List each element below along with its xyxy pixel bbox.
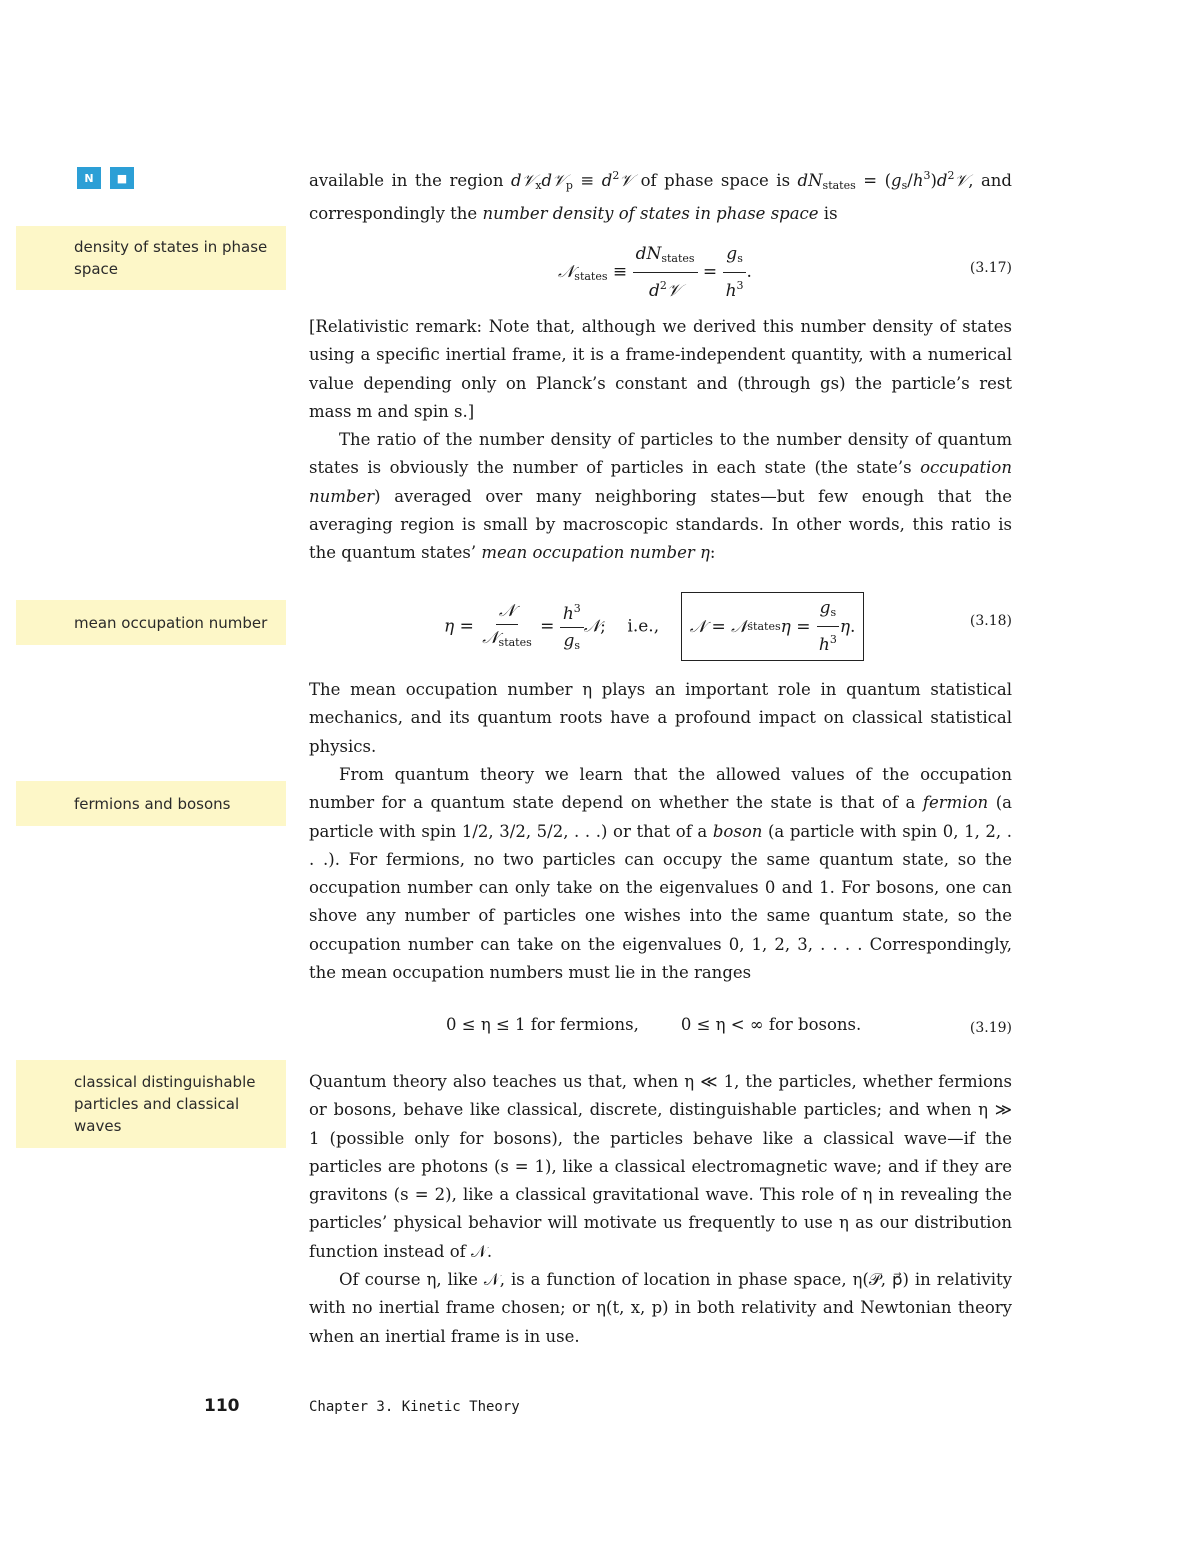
equation-number-3-19: (3.19) [969,1020,1012,1036]
paragraph-fermions-bosons: From quantum theory we learn that the allowed values of the occupation number for a quantum state depend on whether the state is that of a fermion (a particle with spin 1/2, 3/2, 5/2, . . .) or that of a boson (a particle with spin 0, 1, 2, . . .). For fermions, no two particles can occupy the same quantum state, so the occupation number can only take on the eigenvalues 0 and 1. For bosons, one can shove any number of particles one wishes into the same quantum state, so the occupation number can take on the eigenvalues 0, 1, 2, 3, . . . . Correspondingly, the mean occupation numbers must lie in the ranges [309,765,1012,983]
page-number: 110 [204,1396,240,1416]
paragraph-states-region: available in the region d𝒱$_x$d𝒱$_p$ ≡ $d^2𝒱$ of phase space is $dN_{states}$ = $(g_s/h^3)d^2𝒱$, and correspondingly the number density of states in phase space is [309,169,1012,224]
margin-note-fermions-bosons: fermions and bosons [16,781,286,826]
paragraph-relativistic-remark: [Relativistic remark: Note that, although we derived this number density of states using a specific inertial frame, it is a frame-independent quantity, with a numerical value depending only on Planck’s constant and (through gs) the particle’s rest mass m and spin s.] [309,317,1012,421]
margin-note-classical: classical distinguishable particles and classical waves [16,1060,286,1148]
tag-newtonian: N [77,167,101,189]
equation-number-3-17: (3.17) [969,260,1012,276]
margin-note-density-of-states: density of states in phase space [16,226,286,290]
margin-note-mean-occupation: mean occupation number [16,600,286,645]
paragraph-phase-space-function: Of course η, like 𝒩, is a function of location in phase space, η(𝒫, p⃗) in relativity with no inertial frame chosen; or η(t, x, p) in both relativity and Newtonian theory when an inertial frame is in use. [309,1270,1012,1346]
paragraph-mean-occupation-role: The mean occupation number η plays an important role in quantum statistical mechanics, and its quantum roots have a profound impact on classical statistical physics. [309,680,1012,756]
tag-track-marker: ■ [110,167,134,189]
chapter-title: Chapter 3. Kinetic Theory [309,1399,520,1415]
equation-3-17: 𝒩$_{states}$ ≡ $\frac{dN_{states}}{d^2𝒱}$ = $\frac{g_s}{h^3}$ . [558,244,752,301]
equation-3-19: 0 ≤ η ≤ 1 for fermions, 0 ≤ η < ∞ for bosons. [446,1015,862,1034]
boxed-equation: 𝒩 = 𝒩 states η = $\frac{g_s}{h^3}$ η . [681,592,865,661]
equation-3-18: η = $\frac{\text{𝒩}}{𝒩_{states}}$ = $\frac{h^3}{g_s}$ 𝒩; i.e., 𝒩 = 𝒩 states η = $\frac{g_s}{h^3}$ η . [444,592,864,661]
equation-number-3-18: (3.18) [969,613,1012,629]
paragraph-ratio: The ratio of the number density of particles to the number density of quantum states is obviously the number of particles in each state (the state’s occupation number) averaged over many neighboring states—but few enough that the averaging region is small by macroscopic standards. In other words, this ratio is the quantum states’ mean occupation number η: [309,430,1012,563]
paragraph-classical-limits: Quantum theory also teaches us that, when η ≪ 1, the particles, whether fermions or bosons, behave like classical, discrete, distinguishable particles; and when η ≫ 1 (possible only for bosons), the particles behave like a classical wave—if the particles are photons (s = 1), like a classical electromagnetic wave; and if they are gravitons (s = 2), like a classical gravitational wave. This role of η in revealing the particles’ physical behavior will motivate us frequently to use η as our distribution function instead of 𝒩. [309,1072,1012,1261]
